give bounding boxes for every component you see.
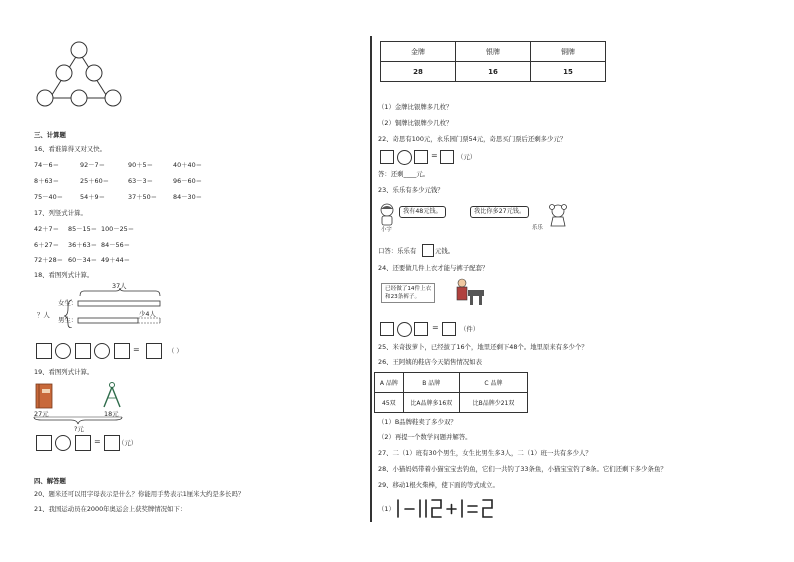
answer-box[interactable] <box>36 343 52 359</box>
q16-item: 74－6＝ <box>34 161 59 169</box>
q18-less-label: 少4人 <box>139 310 156 318</box>
operator-circle[interactable] <box>397 322 412 337</box>
q23-bubble2: 我比你多27元钱。 <box>470 206 529 218</box>
section3-title: 三、计算题 <box>34 131 66 139</box>
q19-prompt: 19、看图列式计算。 <box>34 368 94 376</box>
q16-item: 40＋40＝ <box>173 161 203 169</box>
q28-prompt: 28、小猫妈妈带着小猫宝宝去钓鱼，它们一共钓了33条鱼，小猫宝宝钓了8条。它们还剩下多少条鱼？ <box>378 465 667 473</box>
shoe-sales-table <box>374 372 528 413</box>
q17-item: 42＋7＝ <box>34 225 59 233</box>
medal-header-silver: 银牌 <box>456 42 531 62</box>
triangle-circle <box>56 65 72 81</box>
q19-price1: 27元 <box>34 410 49 418</box>
q23-name2: 乐乐 <box>532 225 543 231</box>
medal-table <box>380 41 606 82</box>
q18-girls-label: 女生： <box>58 299 78 307</box>
equals-sign: = <box>432 323 439 332</box>
medal-value-bronze: 15 <box>531 62 606 82</box>
q24-unit: （件） <box>460 325 480 333</box>
operator-circle[interactable] <box>55 343 71 359</box>
operator-circle[interactable] <box>55 435 71 451</box>
q17-item: 36＋63＝ <box>68 241 98 249</box>
tailor-icon <box>448 278 488 306</box>
q18-prompt: 18、看图列式计算。 <box>34 271 94 279</box>
shoe-header-c: C 品牌 <box>459 373 527 393</box>
q21-sub1: （1）金牌比银牌多几枚？ <box>378 103 453 111</box>
girl-icon <box>548 203 568 227</box>
q17-item: 49＋44＝ <box>101 256 131 264</box>
shoe-header-a: A 品牌 <box>375 373 404 393</box>
shoe-value-c: 比B品牌少21双 <box>459 393 527 413</box>
answer-box[interactable] <box>414 150 428 164</box>
q22-answer: 答：还剩____元。 <box>378 170 430 178</box>
q21-prompt: 21、我国运动员在2000年奥运会上获奖牌情况如下： <box>34 505 187 513</box>
q17-prompt: 17、列竖式计算。 <box>34 209 87 217</box>
shoe-header-b: B 品牌 <box>403 373 459 393</box>
section4-title: 四、解答题 <box>34 477 66 485</box>
answer-box[interactable] <box>75 435 91 451</box>
shoe-value-b: 比A品牌多16双 <box>403 393 459 413</box>
q17-item: 100－25＝ <box>101 225 135 233</box>
q17-item: 60－34＝ <box>68 256 98 264</box>
q18-question-label: ？人 <box>37 311 50 319</box>
answer-box[interactable] <box>442 322 456 336</box>
q27-prompt: 27、二（1）班有30个男生，女生比男生多3人，二（1）班一共有多少人？ <box>378 449 592 457</box>
medal-header-gold: 金牌 <box>381 42 456 62</box>
answer-box[interactable] <box>422 244 434 257</box>
q18-boys-label: 男生： <box>58 316 78 324</box>
q26-sub1: （1）B品牌鞋卖了多少双？ <box>378 418 457 426</box>
q17-item: 72＋28＝ <box>34 256 64 264</box>
q19-price2: 18元 <box>104 410 119 418</box>
q16-item: 54＋9＝ <box>80 193 105 201</box>
column-divider <box>370 36 372 522</box>
q25-prompt: 25、米奇拔萝卜，已经拔了16个，地里还剩下48个。地里原来有多少个？ <box>378 343 588 351</box>
q19-unit: （元） <box>118 439 138 447</box>
answer-box[interactable] <box>146 343 162 359</box>
q16-item: 37＋50＝ <box>128 193 158 201</box>
q24-prompt: 24、还要做几件上衣才能与裤子配套？ <box>378 264 489 272</box>
q16-item: 84－30＝ <box>173 193 203 201</box>
q18-total-label: 37人 <box>112 282 127 290</box>
q17-item: 85－15＝ <box>68 225 98 233</box>
q23-bubble1: 我有48元钱。 <box>399 206 446 218</box>
q18-unit: （ ） <box>168 347 183 355</box>
q24-note-line2: 和23条裤子。 <box>385 294 421 300</box>
answer-box[interactable] <box>414 322 428 336</box>
answer-box[interactable] <box>380 150 394 164</box>
q26-prompt: 26、王阿姨的鞋店今天销售情况如表 <box>378 358 482 366</box>
q26-sub2: （2）再提一个数学问题并解答。 <box>378 433 472 441</box>
q16-item: 8＋63＝ <box>34 177 59 185</box>
medal-value-gold: 28 <box>381 62 456 82</box>
answer-box[interactable] <box>380 322 394 336</box>
triangle-circle <box>71 42 87 58</box>
triangle-circle <box>37 90 53 106</box>
q16-prompt: 16、看谁算得又对又快。 <box>34 145 107 153</box>
equals-sign: = <box>133 345 140 354</box>
equals-sign: = <box>94 437 101 446</box>
q24-note <box>381 283 435 303</box>
medal-header-bronze: 铜牌 <box>531 42 606 62</box>
q16-item: 92－7＝ <box>80 161 105 169</box>
boy-icon <box>378 203 396 227</box>
q23-answer-prefix: 口答：乐乐有 <box>378 247 417 255</box>
q17-item: 84－56＝ <box>101 241 131 249</box>
q23-answer-suffix: 元钱。 <box>435 247 455 255</box>
operator-circle[interactable] <box>397 150 412 165</box>
answer-box[interactable] <box>75 343 91 359</box>
q17-item: 6＋27＝ <box>34 241 59 249</box>
q16-item: 75－40＝ <box>34 193 64 201</box>
q16-item: 63－3＝ <box>128 177 153 185</box>
triangle-circle <box>105 90 121 106</box>
q16-item: 96－60＝ <box>173 177 203 185</box>
triangle-circle <box>71 90 87 106</box>
compass-icon <box>100 381 124 409</box>
notebook-icon <box>34 383 54 409</box>
q16-item: 25＋60＝ <box>80 177 110 185</box>
triangle-circles-figure <box>30 40 130 112</box>
q23-prompt: 23、乐乐有多少元钱？ <box>378 186 444 194</box>
q24-note-line1: 已经做了14件上衣 <box>385 286 432 292</box>
matchstick-equation <box>392 497 502 521</box>
q22-unit: （元） <box>457 153 477 161</box>
q21-sub2: （2）铜牌比银牌少几枚？ <box>378 119 453 127</box>
q19-question-label: ?元 <box>74 425 84 433</box>
q29-prompt: 29、移动1根火柴棒，使下面的等式成立。 <box>378 481 499 489</box>
q29-label: （1） <box>378 505 395 513</box>
q22-prompt: 22、奇思有100元，永乐园门票54元，奇思买门票后还剩多少元？ <box>378 135 567 143</box>
operator-circle[interactable] <box>94 343 110 359</box>
q16-item: 90＋5＝ <box>128 161 153 169</box>
answer-box[interactable] <box>36 435 52 451</box>
equals-sign: = <box>431 151 438 160</box>
answer-box[interactable] <box>440 150 454 164</box>
shoe-value-a: 45双 <box>375 393 404 413</box>
q20-prompt: 20、题米还可以用字母表示是什么？你能用手势表示1厘米大约是多长吗？ <box>34 490 245 498</box>
q23-name1: 小宇 <box>381 227 392 233</box>
triangle-circle <box>86 65 102 81</box>
answer-box[interactable] <box>114 343 130 359</box>
medal-value-silver: 16 <box>456 62 531 82</box>
